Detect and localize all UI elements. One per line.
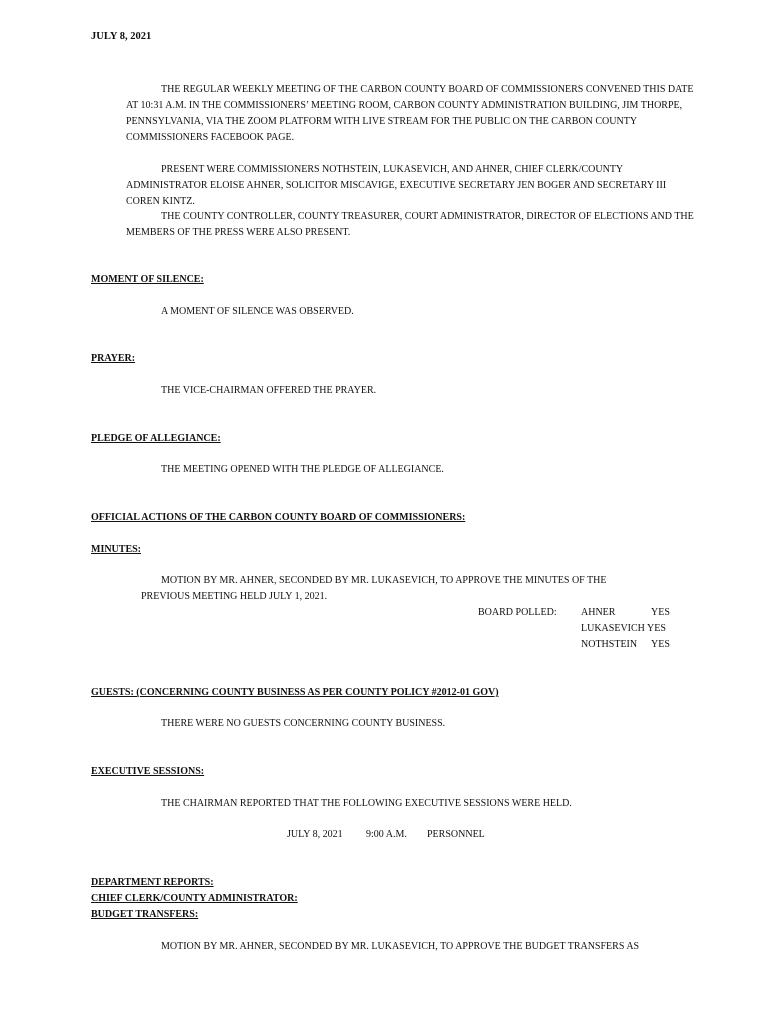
heading-budget-transfers: BUDGET TRANSFERS: [91,909,199,920]
poll-name: NOTHSTEIN [581,639,638,650]
poll-vote: YES [647,623,666,634]
poll-vote: YES [651,639,670,650]
guests-text: THERE WERE NO GUESTS CONCERNING COUNTY BUSINESS. [161,718,446,729]
heading-prayer: PRAYER: [91,353,136,364]
document-date: JULY 8, 2021 [91,31,152,42]
heading-pledge: PLEDGE OF ALLEGIANCE: [91,433,221,444]
poll-name: LUKASEVICH [581,623,645,634]
heading-executive-sessions: EXECUTIVE SESSIONS: [91,766,205,777]
session-time: 9:00 A.M. [366,829,407,840]
intro-paragraph-convened: THE REGULAR WEEKLY MEETING OF THE CARBON COUNTY BOARD OF COMMISSIONERS CONVENED THIS DATE AT 10:31 A.M. IN THE COMMISSIONERS’ MEETING ROOM, CARBON COUNTY ADMINISTRATION BUILDING, JIM THORPE, PENNSYLVANIA, VIA THE ZOOM PLATFORM WITH LIVE STREAM FOR THE PUBLIC ON THE CARBON COUNTY COMMISSIONERS FACEBOOK PAGE. [126,84,694,143]
poll-name: AHNER [581,607,616,618]
intro-paragraph-also-present: THE COUNTY CONTROLLER, COUNTY TREASURER, COURT ADMINISTRATOR, DIRECTOR OF ELECTIONS AND THE MEMBERS OF THE PRESS WERE ALSO PRESENT. [126,211,694,238]
budget-transfers-motion: MOTION BY MR. AHNER, SECONDED BY MR. LUKASEVICH, TO APPROVE THE BUDGET TRANSFERS AS [161,941,640,952]
minutes-motion-line1: MOTION BY MR. AHNER, SECONDED BY MR. LUKASEVICH, TO APPROVE THE MINUTES OF THE [161,575,607,586]
poll-vote: YES [651,607,670,618]
poll-row [581,639,637,650]
intro-paragraph-present: PRESENT WERE COMMISSIONERS NOTHSTEIN, LUKASEVICH, AND AHNER, CHIEF CLERK/COUNTY ADMINISTRATOR ELOISE AHNER, SOLICITOR MISCAVIGE, EXECUTIVE SECRETARY JEN BOGER AND SECRETARY III COREN KINTZ. [126,164,667,207]
heading-chief-clerk: CHIEF CLERK/COUNTY ADMINISTRATOR: [91,893,298,904]
session-topic: PERSONNEL [427,829,485,840]
board-polled-label: BOARD POLLED: [478,607,557,618]
poll-row [581,623,666,634]
heading-official-actions: OFFICIAL ACTIONS OF THE CARBON COUNTY BOARD OF COMMISSIONERS: [91,512,466,523]
heading-guests: GUESTS: (CONCERNING COUNTY BUSINESS AS PER COUNTY POLICY #2012-01 GOV) [91,687,499,698]
moment-of-silence-text: A MOMENT OF SILENCE WAS OBSERVED. [161,306,354,317]
executive-sessions-text: THE CHAIRMAN REPORTED THAT THE FOLLOWING EXECUTIVE SESSIONS WERE HELD. [161,798,572,809]
heading-moment-of-silence: MOMENT OF SILENCE: [91,274,204,285]
poll-row [581,607,615,618]
minutes-motion-line2: PREVIOUS MEETING HELD JULY 1, 2021. [141,591,328,602]
prayer-text: THE VICE-CHAIRMAN OFFERED THE PRAYER. [161,385,377,396]
heading-department-reports: DEPARTMENT REPORTS: [91,877,214,888]
session-date: JULY 8, 2021 [287,829,343,840]
pledge-text: THE MEETING OPENED WITH THE PLEDGE OF ALLEGIANCE. [161,464,444,475]
heading-minutes: MINUTES: [91,544,142,555]
